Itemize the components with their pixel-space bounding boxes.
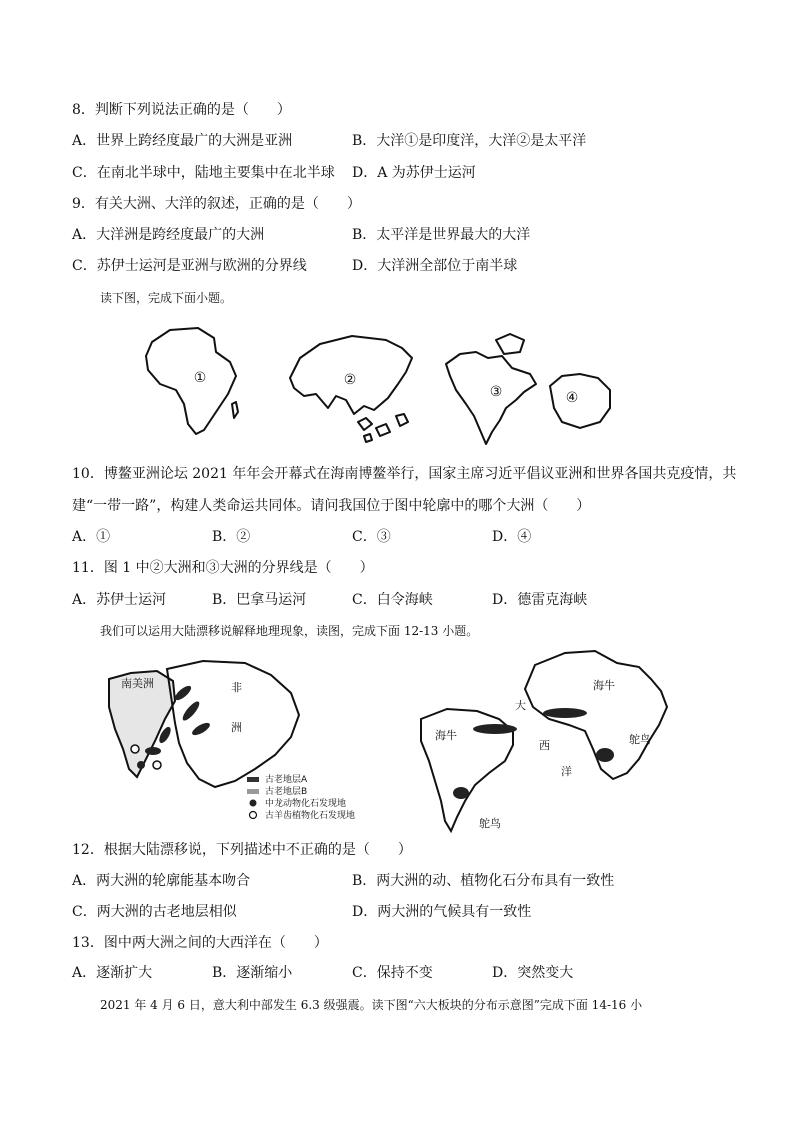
q9-option-b: B．太平洋是世界最大的大洋 <box>352 227 531 243</box>
q9-stem: 9．有关大洲、大洋的叙述，正确的是（ ） <box>72 196 361 212</box>
continental-drift-figure <box>95 645 715 835</box>
label-atlantic-1: 大 <box>515 699 526 712</box>
q12-stem: 12．根据大陆漂移说，下列描述中不正确的是（ ） <box>72 842 412 858</box>
legend-item-glossopteris: 古羊齿植物化石发现地 <box>265 811 356 821</box>
intro-plates: 2021 年 4 月 6 日，意大利中部发生 6.3 级强震。读下图“六大板块的分布示意图”完成下面 14-16 小 <box>100 998 643 1012</box>
ostrich-icon-south-america <box>453 787 469 799</box>
label-africa-1: 非 <box>231 681 242 694</box>
label-atlantic-2: 西 <box>539 739 550 752</box>
q13-stem: 13．图中两大洲之间的大西洋在（ ） <box>72 935 328 951</box>
label-africa-2: 洲 <box>231 721 242 734</box>
q10-option-a: A．① <box>72 529 111 545</box>
q12-option-a: A．两大洲的轮廓能基本吻合 <box>72 873 251 889</box>
q8-stem: 8．判断下列说法正确的是（ ） <box>72 102 291 118</box>
continent-outline-africa <box>146 328 236 434</box>
q8-option-a: A．世界上跨经度最广的大洲是亚洲 <box>72 133 293 149</box>
intro-read-figure: 读下图，完成下面小题。 <box>100 291 233 305</box>
q13-option-d: D．突然变大 <box>492 965 574 981</box>
continents-outline-figure <box>140 318 579 446</box>
q10-option-d: D．④ <box>492 529 532 545</box>
ostrich-icon-africa <box>596 748 614 762</box>
q10-stem-line-1: 10．博鳌亚洲论坛 2021 年年会开幕式在海南博鳌举行，国家主席习近平倡议亚洲和世界各国共克疫情，共 <box>72 466 737 482</box>
q12-option-c: C．两大洲的古老地层相似 <box>72 904 237 920</box>
q11-option-d: D．德雷克海峡 <box>492 592 588 608</box>
continent-label-1: ① <box>193 370 207 386</box>
intro-continental-drift: 我们可以运用大陆漂移说解释地理现象，读图，完成下面 12-13 小题。 <box>100 624 479 638</box>
q8-option-b: B．大洋①是印度洋，大洋②是太平洋 <box>352 133 587 149</box>
q11-option-a: A．苏伊士运河 <box>72 592 167 608</box>
continent-label-3: ③ <box>489 384 503 400</box>
manatee-icon-south-america <box>473 724 517 734</box>
q9-option-a: A．大洋洲是跨经度最广的大洲 <box>72 227 265 243</box>
label-south-america: 南美洲 <box>121 677 154 690</box>
legend-item-mesosaurus: 中龙动物化石发现地 <box>265 799 347 809</box>
legend-item-strata-a: 古老地层A <box>265 775 308 785</box>
q13-option-a: A．逐渐扩大 <box>72 965 153 981</box>
label-manatee-south-america: 海牛 <box>435 729 457 742</box>
q10-stem-line-2: 建“一带一路”，构建人类命运共同体。请问我国位于图中轮廓中的哪个大洲（ ） <box>72 498 591 514</box>
q8-option-d: D．A 为苏伊士运河 <box>352 165 476 181</box>
greenland-outline <box>496 334 524 354</box>
q13-option-b: B．逐渐缩小 <box>212 965 293 981</box>
asia-islands-outline <box>358 414 408 442</box>
label-manatee-africa: 海牛 <box>593 679 615 692</box>
q9-option-d: D．大洋洲全部位于南半球 <box>352 258 518 274</box>
q11-option-c: C．白令海峡 <box>352 592 433 608</box>
q13-option-c: C．保持不变 <box>352 965 433 981</box>
q11-option-b: B．巴拿马运河 <box>212 592 307 608</box>
q12-option-d: D．两大洲的气候具有一致性 <box>352 904 532 920</box>
label-ostrich-africa: 鸵鸟 <box>629 733 651 746</box>
q10-option-c: C．③ <box>352 529 391 545</box>
q9-option-c: C．苏伊士运河是亚洲与欧洲的分界线 <box>72 258 307 274</box>
continent-label-4: ④ <box>565 390 579 406</box>
q12-option-b: B．两大洲的动、植物化石分布具有一致性 <box>352 873 615 889</box>
q10-option-b: B．② <box>212 529 251 545</box>
legend-item-strata-b: 古老地层B <box>265 787 308 797</box>
madagascar-outline <box>232 402 238 418</box>
continent-outline-antarctica <box>550 374 610 428</box>
q8-option-c: C．在南北半球中，陆地主要集中在北半球 <box>72 165 335 181</box>
continent-label-2: ② <box>343 372 357 388</box>
manatee-icon-africa <box>543 708 587 718</box>
q11-stem: 11．图 1 中②大洲和③大洲的分界线是（ ） <box>72 560 374 576</box>
label-ostrich-south-america: 鸵鸟 <box>479 817 501 830</box>
label-atlantic-3: 洋 <box>561 765 572 778</box>
